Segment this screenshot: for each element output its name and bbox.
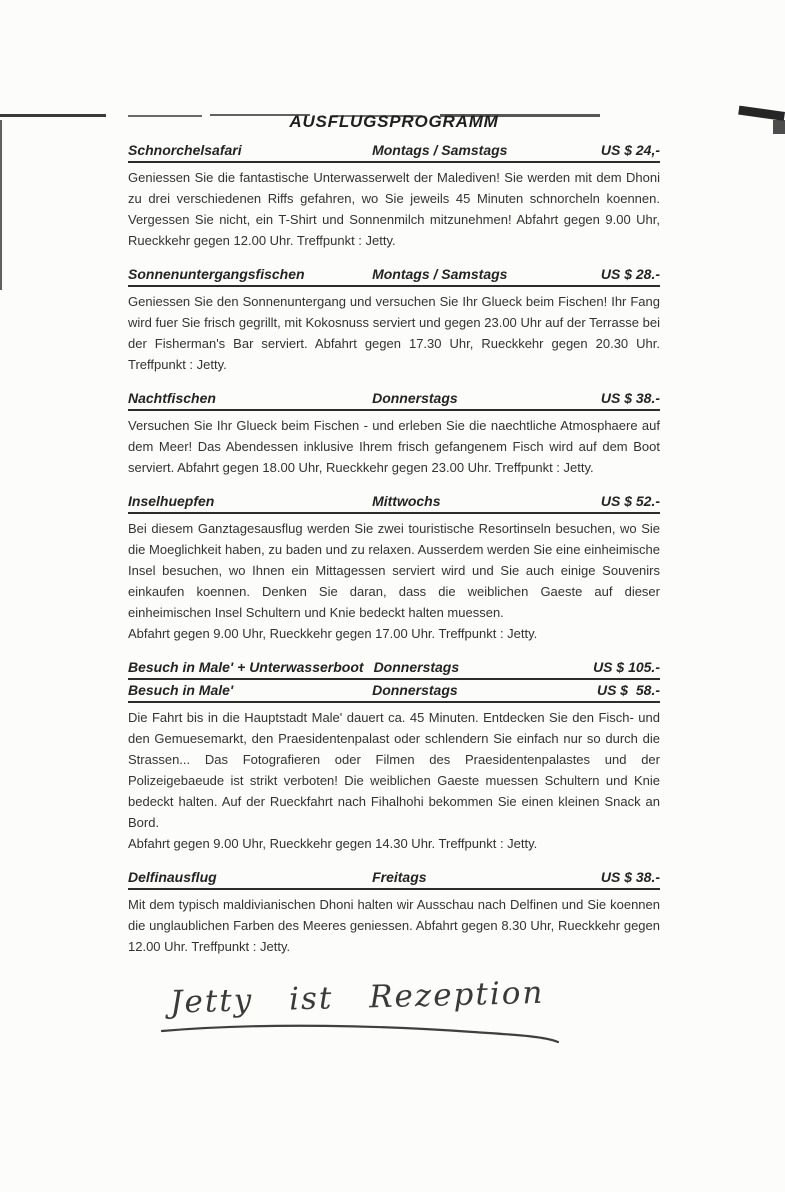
section-days: Donnerstags — [373, 659, 460, 675]
section-schedule: Abfahrt gegen 9.00 Uhr, Rueckkehr gegen 17.00 Uhr. Treffpunkt : Jetty. — [128, 626, 538, 641]
section-description: Geniessen Sie die fantastische Unterwasserwelt der Malediven! Sie werden mit dem Dhoni zu drei verschiedenen Riffs gefahren, wo Sie jeweils 45 Minuten schnorcheln koennen. Vergessen Sie nicht, ein T-Shirt und Sonnenmilch mitzunehmen! Abfahrt gegen 9.00 Uhr, Rueckkehr gegen 12.00 Uhr. Treffpunkt : Jetty. — [128, 170, 660, 248]
handwritten-underline — [158, 1021, 568, 1045]
section-header-row — [128, 142, 660, 163]
section-header-row — [128, 390, 660, 411]
excursion-section-inselhuepfen — [128, 493, 660, 644]
excursion-section-delfinausflug — [128, 869, 660, 957]
section-price: US $ 58.- — [596, 682, 660, 698]
section-title: Besuch in Male' — [128, 682, 234, 698]
section-schedule: Abfahrt gegen 9.00 Uhr, Rueckkehr gegen 14.30 Uhr. Treffpunkt : Jetty. — [128, 836, 538, 851]
document-content — [0, 112, 785, 1045]
section-title: Nachtfischen — [128, 390, 216, 406]
section-header-row — [128, 659, 660, 680]
section-description: Geniessen Sie den Sonnenuntergang und versuchen Sie Ihr Glueck beim Fischen! Ihr Fang wird fuer Sie frisch gegrillt, mit Kokosnuss serviert und gegen 23.00 Uhr auf der Terrasse bei der Fisherman's Bar serviert. Abfahrt gegen 17.30 Uhr, Rueckkehr gegen 20.30 Uhr. Treffpunkt : Jetty. — [128, 294, 660, 372]
section-header-row — [128, 869, 660, 890]
section-price: US $ 38.- — [600, 869, 660, 885]
excursion-section-schnorchelsafari — [128, 142, 660, 251]
section-price: US $ 28.- — [600, 266, 660, 282]
handwritten-note: Jetty ist Rezeption — [169, 974, 545, 1021]
handwritten-note-block — [158, 974, 598, 1045]
section-days: Donnerstags — [372, 390, 458, 406]
section-title: Besuch in Male' + Unterwasserboot — [128, 659, 364, 675]
scanned-document — [0, 112, 785, 1192]
section-header-row — [128, 493, 660, 514]
excursion-section-besuch-in-male — [128, 659, 660, 854]
excursion-section-nachtfischen — [128, 390, 660, 478]
section-days: Mittwochs — [372, 493, 441, 509]
section-days: Donnerstags — [372, 682, 458, 698]
section-days: Montags / Samstags — [372, 266, 508, 282]
section-title: Delfinausflug — [128, 869, 217, 885]
section-price: US $ 24,- — [600, 142, 660, 158]
section-description: Mit dem typisch maldivianischen Dhoni halten wir Ausschau nach Delfinen und Sie koennen die unglaublichen Farben des Meeres geniessen. Abfahrt gegen 8.30 Uhr, Rueckkehr gegen 12.00 Uhr. Treffpunkt : Jetty. — [128, 897, 660, 954]
excursion-section-sonnenuntergangsfischen — [128, 266, 660, 375]
section-title: Inselhuepfen — [128, 493, 215, 509]
section-title: Schnorchelsafari — [128, 142, 242, 158]
section-description: Die Fahrt bis in die Hauptstadt Male' dauert ca. 45 Minuten. Entdecken Sie den Fisch- und den Gemuesemarkt, den Praesidentenpalast oder schlendern Sie einfach nur so durch die Strassen... Das Fotografieren oder Filmen des Praesidentenpalastes und der Polizeigebaeude ist strikt verboten! Die weiblichen Gaeste muessen Schultern und Knie bedeckt halten. Auf der Rueckfahrt nach Fihalhohi bekommen Sie einen kleinen Snack an Bord. — [128, 710, 660, 830]
section-header-row — [128, 682, 660, 703]
section-days: Freitags — [372, 869, 427, 885]
section-description: Bei diesem Ganztagesausflug werden Sie zwei touristische Resortinseln besuchen, wo Sie die Moeglichkeit haben, zu baden und zu relaxen. Ausserdem werden Sie eine einheimische Insel besuchen, wo Ihnen ein Mittagessen serviert wird und Sie auch einige Souvenirs einkaufen koennen. Denken Sie daran, dass die weiblichen Gaeste auf dieser einheimischen Insel Schultern und Knie bedeckt halten muessen. — [128, 521, 660, 620]
section-price: US $ 52.- — [600, 493, 660, 509]
section-price: US $ 38.- — [600, 390, 660, 406]
section-price: US $ 105.- — [593, 659, 660, 675]
section-header-row — [128, 266, 660, 287]
page-title: AUSFLUGSPROGRAMM — [289, 112, 499, 131]
section-title: Sonnenuntergangsfischen — [128, 266, 305, 282]
section-days: Montags / Samstags — [372, 142, 508, 158]
section-description: Versuchen Sie Ihr Glueck beim Fischen - und erleben Sie die naechtliche Atmosphaere auf dem Meer! Das Abendessen inklusive Ihrem frisch gefangenem Fisch wird auf dem Boot serviert. Abfahrt gegen 18.00 Uhr, Rueckkehr gegen 23.00 Uhr. Treffpunkt : Jetty. — [128, 418, 660, 475]
